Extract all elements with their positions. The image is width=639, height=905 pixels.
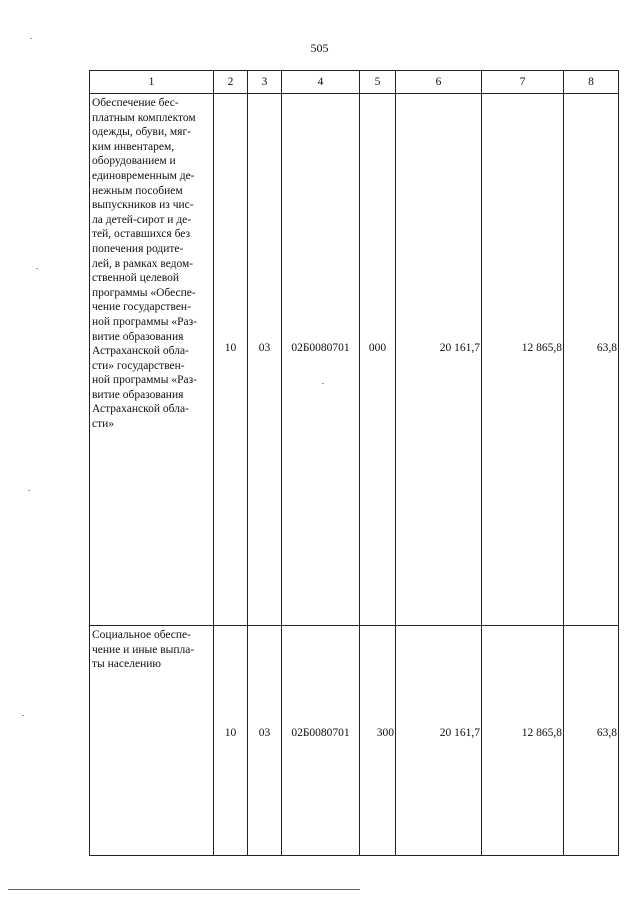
header-col-7: 7 (482, 71, 564, 94)
footer-rule (8, 889, 360, 890)
header-col-8: 8 (564, 71, 619, 94)
table-header-row (90, 71, 619, 94)
header-col-4: 4 (282, 71, 360, 94)
cell-expense-type: 000 (360, 94, 396, 626)
header-col-1: 1 (90, 71, 214, 94)
cell-amount-executed: 12 865,8 (482, 626, 564, 856)
cell-target-article: 02Б0080701 (282, 626, 360, 856)
row-description (90, 94, 214, 626)
cell-section: 10 (214, 626, 248, 856)
scan-speck (28, 490, 30, 491)
header-col-5: 5 (360, 71, 396, 94)
page-number: 505 (310, 41, 329, 55)
scan-speck (36, 268, 38, 269)
cell-amount-plan: 20 161,7 (396, 94, 482, 626)
cell-subsection: 03 (248, 94, 282, 626)
cell-section: 10 (214, 94, 248, 626)
cell-percent: 63,8 (564, 94, 619, 626)
row-description-text: Обеспечение бес- платным комплектом одежды, обуви, мяг- ким инвентарем, оборудованием и единовременным де- нежным пособием выпускников из чис- ла детей-сирот и де- тей, оставшихся без попечения родите- лей, в рамках ведом- ственной целевой программы «Обеспе- чение государствен- ной программы «Раз- витие образования Астраханской обла- сти» государствен- ной программы «Раз- витие образования Астраханской обла- сти» (92, 97, 197, 431)
header-col-2: 2 (214, 71, 248, 94)
scan-speck (322, 383, 324, 384)
cell-amount-plan: 20 161,7 (396, 626, 482, 856)
cell-amount-executed: 12 865,8 (482, 94, 564, 626)
header-col-3: 3 (248, 71, 282, 94)
cell-subsection: 03 (248, 626, 282, 856)
row-description-text: Социальное обеспе- чение и иные выпла- ты населению (92, 629, 195, 671)
scan-speck (30, 38, 32, 39)
table-row (90, 626, 619, 856)
cell-target-article: 02Б0080701 (282, 94, 360, 626)
cell-percent: 63,8 (564, 626, 619, 856)
row-description (90, 626, 214, 856)
table-row (90, 94, 619, 626)
budget-table (89, 70, 619, 856)
scan-speck (22, 715, 24, 716)
header-col-6: 6 (396, 71, 482, 94)
cell-expense-type: 300 (360, 626, 396, 856)
